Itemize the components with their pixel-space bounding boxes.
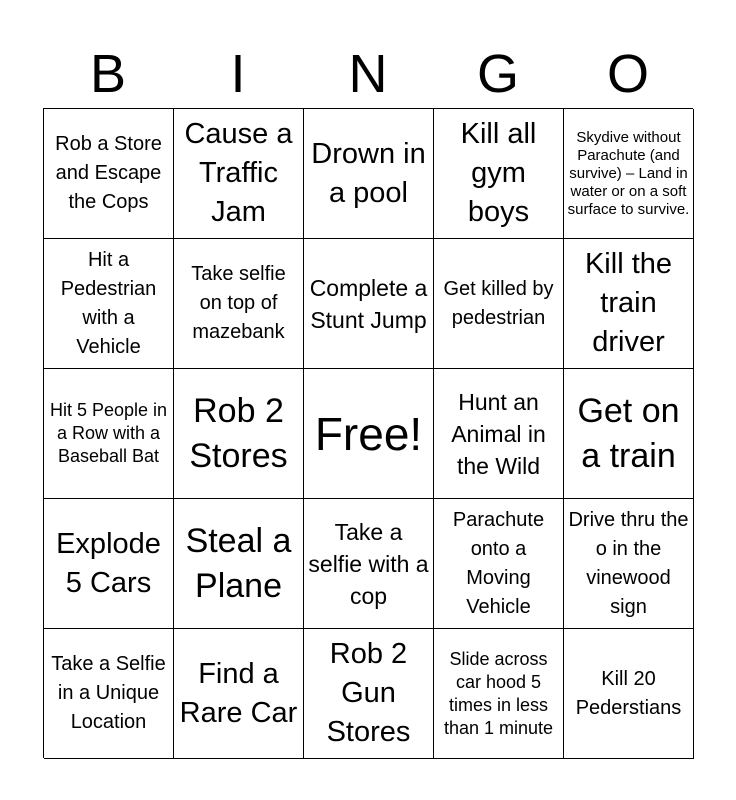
cell-text: Find a Rare Car <box>179 657 298 729</box>
cell-text: Explode 5 Cars <box>56 527 161 599</box>
cell-text: Take a selfie with a cop <box>308 518 429 609</box>
cell-text: Parachute onto a Moving Vehicle <box>452 508 545 618</box>
bingo-card-grid <box>43 108 693 758</box>
cell-text: Hunt an Animal in the Wild <box>451 388 546 479</box>
free-space-text: Free! <box>314 407 423 460</box>
header-letter-n: N <box>348 44 388 104</box>
bingo-cell[interactable] <box>174 629 304 759</box>
bingo-cell[interactable] <box>44 239 174 369</box>
bingo-header <box>43 40 693 108</box>
bingo-cell[interactable] <box>564 499 694 629</box>
bingo-cell[interactable] <box>434 369 564 499</box>
cell-text: Slide across car hood 5 times in less than 1 minute <box>443 648 554 738</box>
bingo-cell[interactable] <box>304 499 434 629</box>
free-space-cell[interactable] <box>304 369 434 499</box>
bingo-cell[interactable] <box>44 109 174 239</box>
bingo-cell[interactable] <box>564 369 694 499</box>
bingo-cell[interactable] <box>44 499 174 629</box>
bingo-cell[interactable] <box>434 629 564 759</box>
cell-text: Complete a Stunt Jump <box>309 274 428 333</box>
cell-text: Rob 2 Gun Stores <box>326 638 411 748</box>
bingo-cell[interactable] <box>174 369 304 499</box>
cell-text: Cause a Traffic Jam <box>184 118 293 228</box>
cell-text: Kill all gym boys <box>460 118 537 228</box>
bingo-cell[interactable] <box>564 109 694 239</box>
cell-text: Steal a Plane <box>185 521 292 605</box>
cell-text: Get killed by pedestrian <box>443 277 554 329</box>
bingo-cell[interactable] <box>434 239 564 369</box>
bingo-cell[interactable] <box>564 629 694 759</box>
bingo-cell[interactable] <box>44 629 174 759</box>
bingo-cell[interactable] <box>304 109 434 239</box>
cell-text: Hit 5 People in a Row with a Baseball Bat <box>49 400 168 466</box>
header-letter-i: I <box>230 44 246 104</box>
header-letter-g: G <box>476 44 519 104</box>
bingo-cell[interactable] <box>304 629 434 759</box>
bingo-cell[interactable] <box>304 239 434 369</box>
cell-text: Get on a train <box>577 391 680 475</box>
bingo-cell[interactable] <box>434 499 564 629</box>
cell-text: Skydive without Parachute (and survive) – Land in water or on a soft surface to survive. <box>567 128 690 218</box>
bingo-cell[interactable] <box>174 109 304 239</box>
header-letter-o: O <box>606 44 649 104</box>
cell-text: Take selfie on top of mazebank <box>191 263 286 343</box>
bingo-cell[interactable] <box>434 109 564 239</box>
bingo-cell[interactable] <box>564 239 694 369</box>
cell-text: Kill 20 Pederstians <box>575 667 682 719</box>
cell-text: Drown in a pool <box>311 137 426 209</box>
bingo-cell[interactable] <box>44 369 174 499</box>
cell-text: Rob a Store and Escape the Cops <box>55 133 162 213</box>
bingo-cell[interactable] <box>174 239 304 369</box>
cell-text: Kill the train driver <box>584 248 673 358</box>
bingo-cell[interactable] <box>174 499 304 629</box>
header-letter-b: B <box>89 44 127 104</box>
cell-text: Hit a Pedestrian with a Vehicle <box>60 248 157 358</box>
cell-text: Drive thru the o in the vinewood sign <box>568 508 689 618</box>
cell-text: Rob 2 Stores <box>189 391 288 475</box>
cell-text: Take a Selfie in a Unique Location <box>51 653 166 733</box>
